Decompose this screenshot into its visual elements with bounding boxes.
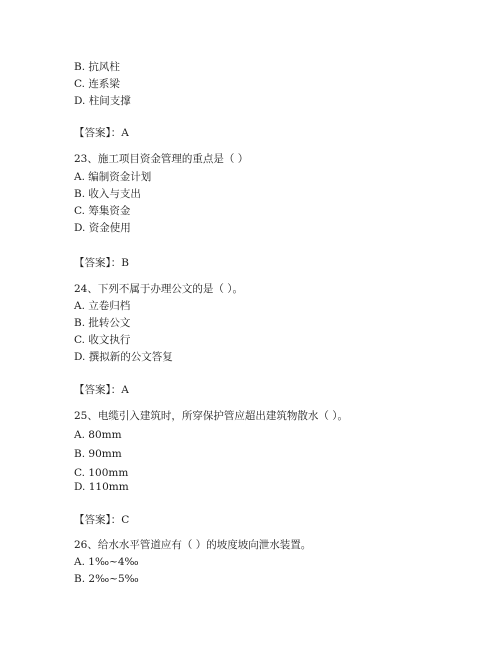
option-a: A. 立卷归档 [74,300,131,312]
option-c: C. 收文执行 [74,334,131,346]
option-b: B. 批转公文 [74,317,131,329]
question-26: 26、给水水平管道应有（ ）的坡度坡向泄水装置。 [74,539,312,551]
question-25: 25、电缆引入建筑时，所穿保护管应超出建筑物散水（ ）。 [74,410,348,422]
option-d: D. 资金使用 [74,222,131,234]
question-23: 23、施工项目资金管理的重点是（ ） [74,153,249,165]
option-d: D. 柱间支撑 [74,95,131,107]
option-c: C. 筹集资金 [74,205,131,217]
option-b: B. 2‰~5‰ [74,573,139,585]
question-24: 24、下列不属于办理公文的是（ ）。 [74,283,243,295]
option-b: B. 收入与支出 [74,188,141,200]
answer-label: 【答案】：B [74,257,129,269]
answer-label: 【答案】：A [74,127,129,139]
option-b: B. 抗风柱 [74,61,120,73]
option-b: B. 90mm [74,448,122,460]
answer-label: 【答案】：C [74,514,130,526]
option-d: D. 撰拟新的公文答复 [74,351,173,363]
answer-label: 【答案】：A [74,384,129,396]
option-a: A. 编制资金计划 [74,171,152,183]
option-a: A. 1‰~4‰ [74,556,139,568]
option-c: C. 100mm [74,467,129,479]
option-a: A. 80mm [74,429,122,441]
option-d: D. 110mm [74,481,129,493]
option-c: C. 连系梁 [74,78,120,90]
